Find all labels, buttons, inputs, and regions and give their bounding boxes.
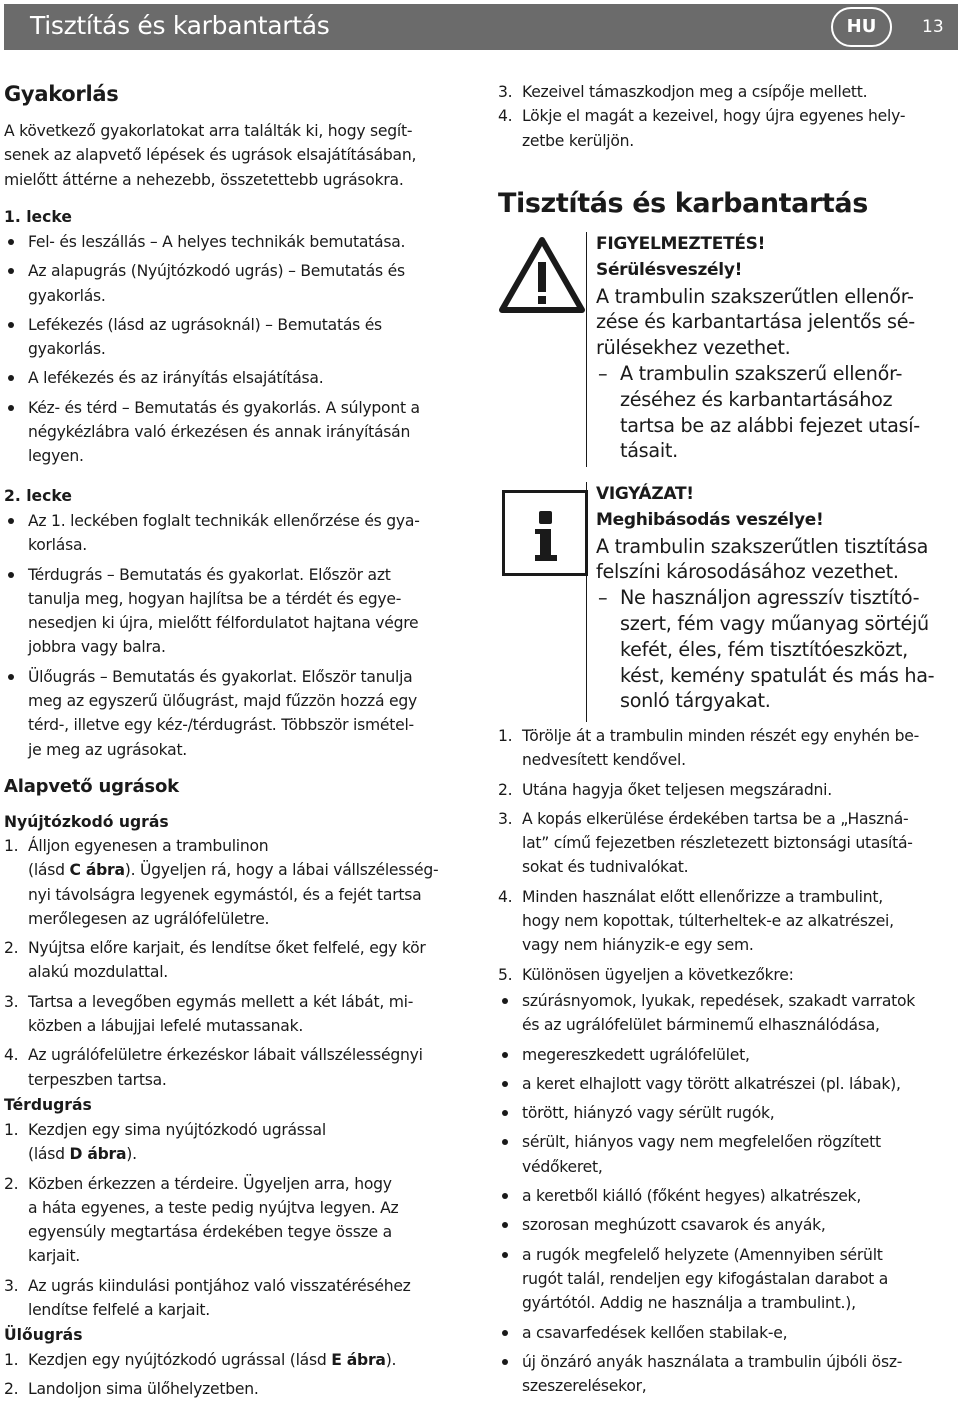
caution-text: VIGYÁZAT! Meghibásodás veszélye! A trambulin szakszerűtlen tisztítása felszíni károsodásához vezethet. – Ne használjon agresszív tisztító- szert, fém vagy műanyag sörtéjű kefét, éles, fém tisztítóeszközt, kést, kemény spatulát és más ha- sonló tárgyakat. — [596, 482, 960, 714]
terdugras-steps — [4, 1118, 466, 1322]
list-item: a keret elhajlott vagy törött alkatrészei (pl. lábak), — [498, 1072, 960, 1096]
check-list — [498, 989, 960, 1398]
list-item: Térdugrás – Bemutatás és gyakorlat. Először azt tanulja meg, hogyan hajlítsa be a térdét és egye- nesedjen ki újra, mielőtt félfordulatot hajtana végre jobbra vagy balra. — [4, 563, 466, 660]
list-item: 1. Törölje át a trambulin minden részét egy enyhén be- nedvesített kendővel. — [498, 727, 919, 770]
terdugras-title: Térdugrás — [4, 1096, 92, 1114]
list-item: 4. Lökje el magát a kezeivel, hogy újra egyenes hely- zetbe kerüljön. — [498, 107, 906, 150]
list-item: Az alapugrás (Nyújtózkodó ugrás) – Bemutatás és gyakorlás. — [4, 259, 466, 308]
lecke2-list — [4, 509, 466, 762]
list-item: 5. Különösen ügyeljen a következőkre: — [498, 965, 794, 984]
list-item: a keretből kiálló (főként hegyes) alkatrészek, — [498, 1184, 960, 1208]
list-item: 1. Álljon egyenesen a trambulinon (lásd C ábra). Ügyeljen rá, hogy a lábai vállszélesség- nyi távolságra legyenek egymástól, és a fejét tartsa merőlegesen az ugrálófelületre. — [4, 837, 439, 928]
list-item: 2. Utána hagyja őket teljesen megszáradni. — [498, 780, 832, 799]
continued-steps — [498, 80, 960, 153]
list-item: 3. Kezeivel támaszkodjon meg a csípője mellett. — [498, 83, 868, 101]
section-title-tisztitas: Tisztítás és karbantartás — [498, 188, 868, 219]
page-header — [4, 4, 958, 50]
caution-notice — [498, 474, 960, 719]
list-item: Kéz- és térd – Bemutatás és gyakorlás. A súlypont a négykézlábra való érkezésen és annak irányításán legyen. — [4, 396, 466, 469]
language-badge: HU — [831, 7, 892, 47]
list-item: Lefékezés (lásd az ugrásoknál) – Bemutatás és gyakorlás. — [4, 313, 466, 362]
list-item: 3. Az ugrás kiindulási pontjához való visszatéréséhez lendítse felfelé a karjait. — [4, 1276, 411, 1320]
list-item: 1. Kezdjen egy nyújtózkodó ugrással (lásd E ábra). — [4, 1351, 397, 1369]
list-item: 1. Kezdjen egy sima nyújtózkodó ugrással (lásd D ábra). — [4, 1121, 326, 1164]
lecke1-title: 1. lecke — [4, 208, 72, 226]
warning-text: FIGYELMEZTETÉS! Sérülésveszély! A trambulin szakszerűtlen ellenőr- zése és karbantartása jelentős sé- rülésekhez vezethet. – A trambulin szakszerű ellenőr- zéséhez és karbantartásához tartsa be az alábbi fejezet utasí- tásait. — [596, 232, 960, 464]
list-item: 4. Az ugrálófelületre érkezéskor lábait vállszélességnyi terpeszben tartsa. — [4, 1046, 423, 1089]
list-item: 2. Nyújtsa előre karjait, és lendítse őket felfelé, egy kör alakú mozdulattal. — [4, 939, 426, 982]
list-item: A lefékezés és az irányítás elsajátítása. — [4, 366, 466, 390]
list-item: új önzáró anyák használata a trambulin újbóli ösz- szeszerelésekor, — [498, 1350, 960, 1399]
ulougras-steps — [4, 1348, 466, 1402]
list-item: a rugók megfelelő helyzete (Amennyiben sérült rugót talál, rendeljen egy kifogástalan darabot a gyártótól. Addig ne használja a trambulint.), — [498, 1243, 960, 1316]
ulougras-title: Ülőugrás — [4, 1326, 83, 1344]
list-item: 3. A kopás elkerülése érdekében tartsa be a „Haszná- lat” című fejezetben részletezett biztonsági utasítá- sokat és tudnivalókat. — [498, 809, 913, 877]
cleaning-steps — [498, 724, 960, 987]
list-item: 3. Tartsa a levegőben egymás mellett a két lábát, mi- közben a lábujjai lefelé mutassanak. — [4, 992, 414, 1036]
caution-divider — [586, 482, 587, 722]
warning-triangle-icon — [498, 234, 586, 314]
list-item: 4. Minden használat előtt ellenőrizze a trambulint, hogy nem kopottak, túlterheltek-e az alkatrészei, vagy nem hiányzik-e egy sem. — [498, 887, 894, 955]
section-title-gyakorlas: Gyakorlás — [4, 82, 119, 106]
warning-notice — [498, 224, 960, 469]
list-item: 2. Közben érkezzen a térdeire. Ügyeljen arra, hogy a háta egyenes, a teste pedig nyújtva legyen. Az egyensúly megtartása érdekében tegye össze a karjait. — [4, 1174, 399, 1266]
list-item: Ülőugrás – Bemutatás és gyakorlat. Először tanulja meg az egyszerű ülőugrást, majd fűzzön hozzá egy térd-, illetve egy kéz-/térdugrást. Többször ismétel- je meg az ugrásokat. — [4, 665, 466, 762]
list-item: szúrásnyomok, lyukak, repedések, szakadt varratok és az ugrálófelület bárminemű elhasználódása, — [498, 989, 960, 1038]
warning-divider — [586, 232, 587, 467]
list-item: Az 1. leckében foglalt technikák ellenőrzése és gya- korlása. — [4, 509, 466, 558]
nyujtozkodo-steps — [4, 834, 466, 1092]
list-item: megereszkedett ugrálófelület, — [498, 1043, 960, 1067]
section-title-alapveto: Alapvető ugrások — [4, 776, 179, 797]
list-item: törött, hiányzó vagy sérült rugók, — [498, 1101, 960, 1125]
header-title: Tisztítás és karbantartás — [30, 11, 330, 40]
list-item: 2. Landoljon sima ülőhelyzetben. — [4, 1380, 259, 1399]
list-item: Fel- és leszállás – A helyes technikák bemutatása. — [4, 230, 466, 254]
lecke1-list — [4, 230, 466, 469]
list-item: szorosan meghúzott csavarok és anyák, — [498, 1213, 960, 1237]
nyujtozkodo-title: Nyújtózkodó ugrás — [4, 813, 169, 831]
page-number: 13 — [922, 17, 944, 37]
list-item: a csavarfedések kellően stabilak-e, — [498, 1321, 960, 1345]
lecke2-title: 2. lecke — [4, 487, 72, 505]
list-item: sérült, hiányos vagy nem megfelelően rögzített védőkeret, — [498, 1130, 960, 1179]
intro-paragraph: A következő gyakorlatokat arra találták ki, hogy segít- senek az alapvető lépések és ugrások elsajátításában, mielőtt áttérne a nehezebb, összetettebb ugrásokra. — [4, 122, 417, 189]
info-icon — [502, 490, 588, 576]
